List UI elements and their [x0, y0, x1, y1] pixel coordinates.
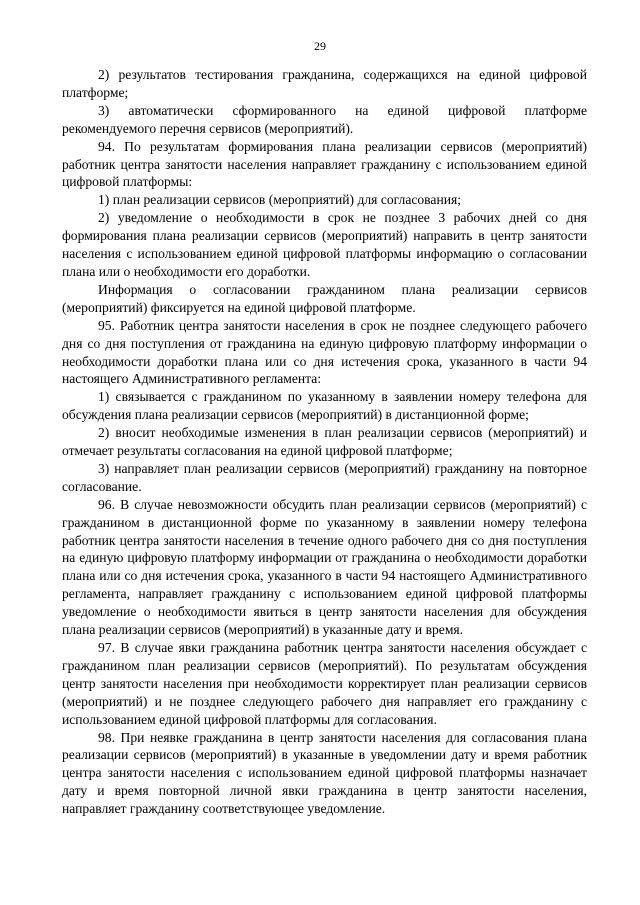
paragraph: 1) связывается с гражданином по указанному в заявлении номеру телефона для обсуждения плана реализации сервисов (мероприятий) в дистанционной форме; — [62, 389, 587, 423]
paragraph: 98. При неявке гражданина в центр занятости населения для согласования плана реализации сервисов (мероприятий) в указанные в уведомлении дату и время работник центра занятости населения с использованием единой цифровой платформы назначает дату и время повторной личной явки гражданина в центр занятости населения, направляет гражданину соответствующее уведомление. — [62, 729, 587, 817]
paragraph: Информация о согласовании гражданином плана реализации сервисов (мероприятий) фиксируется на единой цифровой платформе. — [62, 281, 587, 315]
paragraph: 3) направляет план реализации сервисов (мероприятий) гражданину на повторное согласование. — [62, 460, 587, 494]
paragraph: 97. В случае явки гражданина работник центра занятости населения обсуждает с гражданином план реализации сервисов (мероприятий). По результатам обсуждения центр занятости населения при необходимости корректирует план реализации сервисов (мероприятий) и не позднее следующего рабочего дня направляет его гражданину с использованием единой цифровой платформы для согласования. — [62, 640, 587, 727]
page-number: 29 — [314, 39, 326, 53]
paragraph: 95. Работник центра занятости населения в срок не позднее следующего рабочего дня со дня поступления от гражданина на единую цифровую платформу информации о необходимости доработки плана или со дня истечения срока, указанного в части 94 настоящего Административного регламента: — [62, 317, 587, 387]
paragraph: 3) автоматически сформированного на единой цифровой платформе рекомендуемого перечня сервисов (мероприятий). — [62, 102, 587, 136]
paragraph: 96. В случае невозможности обсудить план реализации сервисов (мероприятий) с гражданином в дистанционной форме по указанному в заявлении номеру телефона работник центра занятости населения в течение одного рабочего дня со дня поступления на единую цифровую платформу информации от гражданина о необходимости доработки плана или со дня истечения срока, указанного в части 94 настоящего Административного регламента, направляет гражданину с использованием единой цифровой платформы уведомление о необходимости явиться в центр занятости населения для обсуждения плана реализации сервисов (мероприятий) в указанные дату и время. — [62, 496, 587, 638]
paragraph: 2) результатов тестирования гражданина, содержащихся на единой цифровой платформе; — [62, 67, 587, 100]
paragraph: 1) план реализации сервисов (мероприятий) для согласования; — [98, 192, 462, 208]
paragraph: 94. По результатам формирования плана реализации сервисов (мероприятий) работник центра занятости населения направляет гражданину с использованием единой цифровой платформы: — [62, 138, 587, 190]
document-body — [62, 66, 587, 818]
paragraph: 2) уведомление о необходимости в срок не позднее 3 рабочих дней со дня формирования плана реализации сервисов (мероприятий) направить в центр занятости населения с использованием единой цифровой платформы информацию о согласовании плана или о необходимости его доработки. — [62, 210, 587, 279]
paragraph: 2) вносит необходимые изменения в план реализации сервисов (мероприятий) и отмечает результаты согласования на единой цифровой платформе; — [62, 425, 587, 459]
